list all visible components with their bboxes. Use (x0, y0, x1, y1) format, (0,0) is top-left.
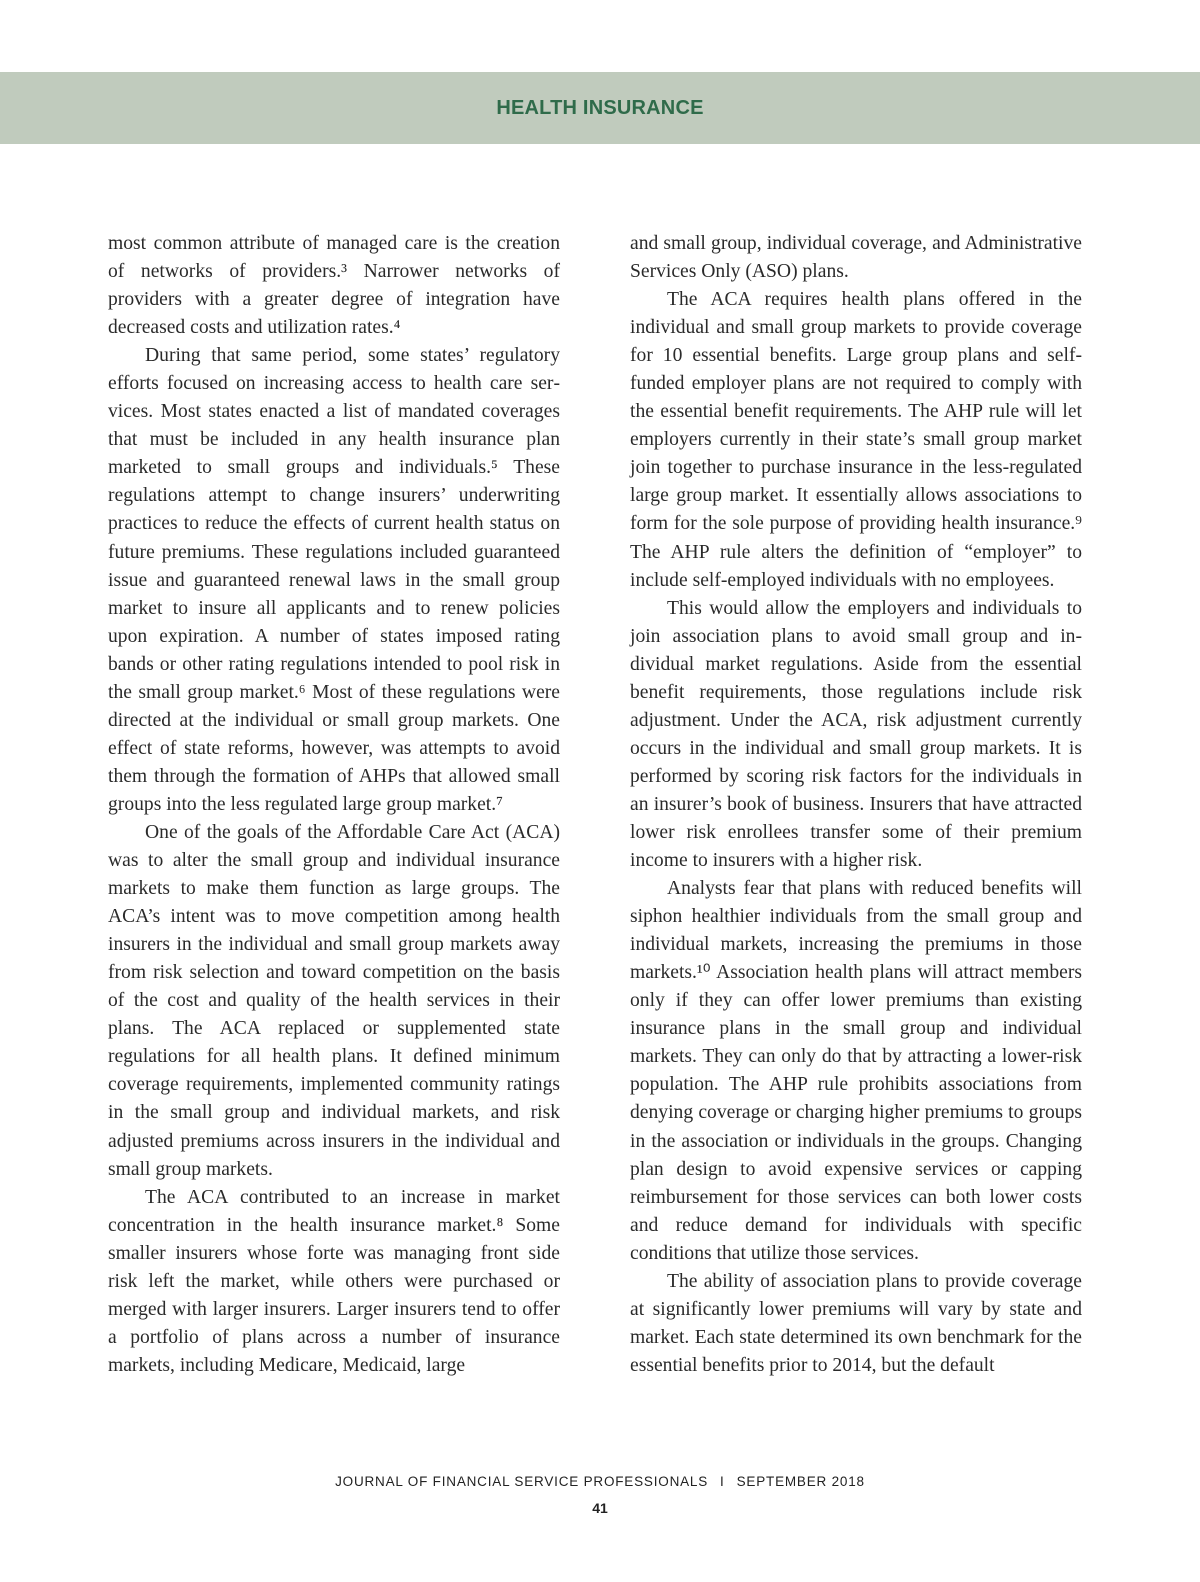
paragraph: One of the goals of the Affordable Care Act (ACA) was to alter the small group and individual insurance markets to make them function as large groups. The ACA’s intent was to move competition among health insurers in the individual and small group markets away from risk selection and toward competition on the basis of the cost and quality of the health services in their plans. The ACA replaced or supplemented state regulations for all health plans. It defined minimum coverage requirements, implemented community ratings in the small group and individual markets, and risk adjusted premiums across insurers in the individual and small group markets. (108, 821, 560, 1180)
paragraph: Analysts fear that plans with reduced benefits will siphon healthier individuals from the small group and individual markets, increasing the premiums in those markets.¹⁰ Association health plans will attract members only if they can offer lower premiums than existing insurance plans in the small group and individual markets. They can only do that by attracting a lower-risk population. The AHP rule prohibits associations from denying coverage or charging higher premiums to groups in the association or individuals in the groups. Changing plan design to avoid expensive services or capping reimbursement for those services can both lower costs and reduce demand for individuals with specific conditions that utilize those services. (630, 878, 1082, 1264)
right-column (630, 230, 1082, 1380)
footer-separator: I (720, 1474, 725, 1489)
paragraph: and small group, individual coverage, and Administrative Services Only (ASO) plans. (630, 233, 1082, 283)
page-number: 41 (592, 1500, 608, 1516)
paragraph: The ACA contributed to an increase in market concentration in the health insurance market.⁸ Some smaller insurers whose forte was managing front side risk left the market, while others were purchased or merged with larger insurers. Larger insurers tend to offer a portfolio of plans across a number of insurance markets, including Medicare, Medicaid, large (108, 1186, 560, 1376)
paragraph: most common attribute of managed care is the creation of networks of providers.³ Narrower networks of providers with a greater degree of integration have decreased costs and utilization rates.⁴ (108, 233, 560, 339)
footer-running-head (0, 1474, 1200, 1489)
journal-name: JOURNAL OF FINANCIAL SERVICE PROFESSIONALS (335, 1474, 709, 1489)
section-header-band (0, 72, 1200, 144)
paragraph: The ACA requires health plans offered in the individual and small group markets to provide coverage for 10 essential benefits. Large group plans and self-funded employer plans are not required to comply with the essential benefit requirements. The AHP rule will let employers currently in their state’s small group market join together to purchase insurance in the less-regulated large group market. It essentially allows associations to form for the sole purpose of providing health insurance.⁹ The AHP rule alters the definition of “employer” to include self-employed individuals with no employees. (630, 289, 1082, 591)
issue-date: SEPTEMBER 2018 (736, 1474, 865, 1489)
paragraph: The ability of association plans to provide coverage at significantly lower premiums will vary by state and market. Each state determined its own benchmark for the essential benefits prior to 2014, but the default (630, 1270, 1082, 1376)
left-column (108, 230, 560, 1380)
section-title: HEALTH INSURANCE (496, 97, 704, 119)
paragraph: This would allow the employers and individuals to join association plans to avoid small group and individual market regulations. Aside from the essential benefit requirements, those regulations include risk adjustment. Under the ACA, risk adjustment currently occurs in the individual and small group markets. It is performed by scoring risk factors for the individuals in an insurer’s book of business. Insurers that have attracted lower risk enrollees transfer some of their premium income to insurers with a higher risk. (630, 597, 1082, 872)
paragraph: During that same period, some states’ regulatory efforts focused on increasing access to health care services. Most states enacted a list of mandated coverages that must be included in any health insurance plan marketed to small groups and individuals.⁵ These regulations attempt to change insurers’ underwriting practices to reduce the effects of current health status on future premiums. These regulations included guaranteed issue and guaranteed renewal laws in the small group market to insure all applicants and to renew policies upon expiration. A number of states imposed rating bands or other rating regulations intended to pool risk in the small group market.⁶ Most of these regulations were directed at the individual or small group markets. One effect of state reforms, however, was attempts to avoid them through the formation of AHPs that allowed small groups into the less regulated large group market.⁷ (108, 345, 560, 815)
